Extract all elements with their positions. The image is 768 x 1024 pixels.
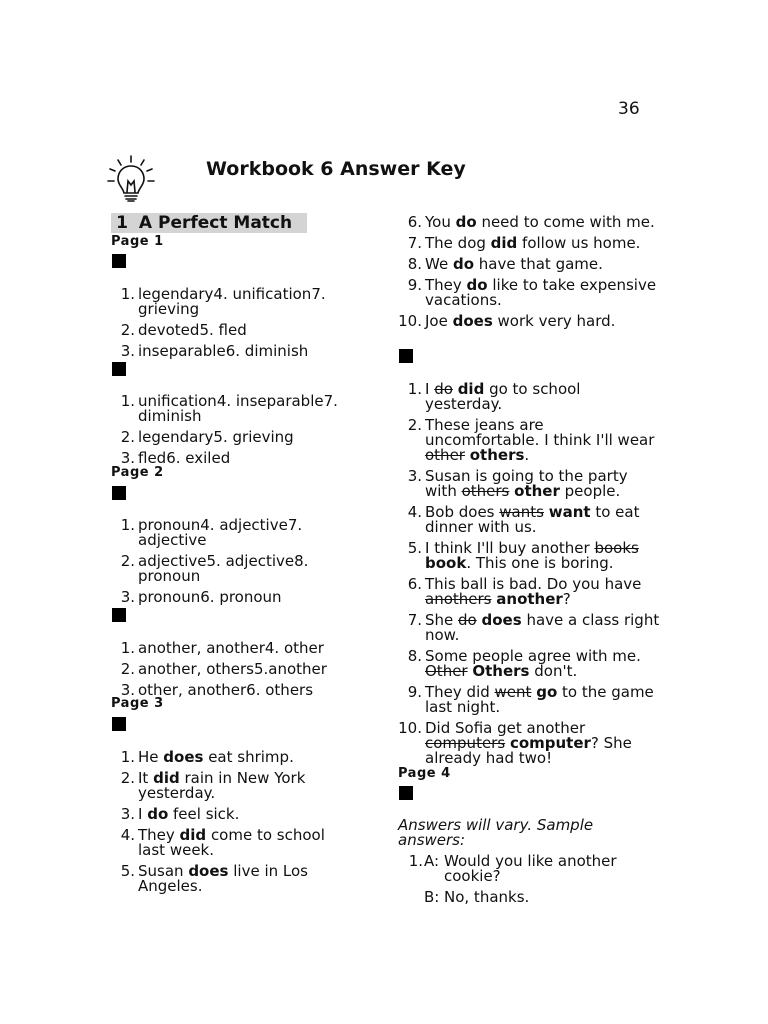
answer-item bbox=[398, 505, 660, 535]
answer-word: want bbox=[548, 503, 591, 521]
answer-list bbox=[398, 215, 660, 335]
item-number: 2. bbox=[120, 321, 135, 339]
answer-item bbox=[111, 451, 341, 466]
answer-item bbox=[398, 418, 660, 463]
answer-word: do bbox=[452, 255, 474, 273]
answer-item bbox=[111, 430, 341, 445]
answer-item bbox=[398, 278, 660, 308]
answer-word: computer bbox=[509, 734, 591, 752]
answer-item bbox=[111, 807, 341, 822]
answer-item bbox=[111, 590, 341, 605]
answer-item bbox=[398, 721, 660, 766]
speaker-label: A: bbox=[424, 852, 440, 870]
item-number: 2. bbox=[120, 769, 135, 787]
answer-item bbox=[398, 685, 660, 715]
sentence-text: to eat dinner with us. bbox=[425, 503, 640, 536]
sentence-text: They bbox=[138, 826, 180, 844]
dialog-line-a bbox=[398, 854, 660, 884]
answer-word: 4. unification bbox=[213, 285, 312, 303]
answer-word: another, others bbox=[138, 660, 254, 678]
answer-word: devoted bbox=[138, 321, 200, 339]
answer-word: inseparable bbox=[138, 342, 226, 360]
speaker-label: B: bbox=[424, 888, 440, 906]
answer-word: unification bbox=[138, 392, 217, 410]
sentence-text: I think I'll buy another bbox=[425, 539, 595, 557]
sentence-text: ? She already had two! bbox=[425, 734, 632, 767]
struck-word: do bbox=[434, 380, 453, 398]
answer-word: does bbox=[481, 611, 522, 629]
answer-word: do bbox=[466, 276, 488, 294]
dialog-text: Would you like another cookie? bbox=[444, 852, 617, 885]
exercise-square-icon bbox=[112, 717, 126, 731]
sentence-text: She bbox=[425, 611, 459, 629]
answer-word: did bbox=[179, 826, 207, 844]
sentence-text: He bbox=[138, 748, 164, 766]
exercise-square-icon bbox=[399, 786, 413, 800]
item-number: 1. bbox=[120, 392, 135, 410]
answer-word: 8. pronoun bbox=[138, 552, 309, 585]
answer-item bbox=[398, 314, 660, 329]
sentence-text: I bbox=[138, 805, 148, 823]
sentence-text: I bbox=[425, 380, 435, 398]
answer-word: does bbox=[452, 312, 493, 330]
answer-word: fled bbox=[138, 449, 167, 467]
sentence-text: feel sick. bbox=[168, 805, 240, 823]
answer-list bbox=[398, 382, 660, 772]
struck-word: anothers bbox=[425, 590, 492, 608]
item-number: 1. bbox=[120, 516, 135, 534]
sentence-text: Susan is going to the party with bbox=[425, 467, 628, 500]
answer-word: other, another bbox=[138, 681, 247, 699]
answer-word: do bbox=[455, 213, 477, 231]
answer-word: Others bbox=[472, 662, 530, 680]
sentence-text: have that game. bbox=[474, 255, 603, 273]
sentence-text: people. bbox=[559, 482, 621, 500]
dialog-answer bbox=[398, 854, 660, 911]
item-number: 8. bbox=[407, 255, 422, 273]
answer-item bbox=[111, 344, 341, 359]
struck-word: others bbox=[461, 482, 510, 500]
item-number: 10. bbox=[398, 312, 422, 330]
answer-item bbox=[111, 662, 341, 677]
page-label: Page 3 bbox=[111, 696, 164, 711]
answer-item bbox=[398, 469, 660, 499]
page-title: Workbook 6 Answer Key bbox=[206, 158, 466, 180]
answer-list bbox=[111, 287, 341, 365]
sentence-text: They bbox=[425, 276, 467, 294]
sentence-text: like to take expensive vacations. bbox=[425, 276, 657, 309]
sentence-text: These jeans are uncomfortable. I think I'll wear bbox=[425, 416, 655, 449]
answer-item bbox=[398, 649, 660, 679]
sentence-text: follow us home. bbox=[517, 234, 641, 252]
sample-answers-note: Answers will vary. Sample answers: bbox=[398, 816, 594, 849]
item-number: 2. bbox=[120, 428, 135, 446]
item-number: 5. bbox=[407, 539, 422, 557]
lightbulb-icon bbox=[106, 154, 156, 204]
answer-item bbox=[111, 323, 341, 338]
item-number: 3. bbox=[120, 342, 135, 360]
answer-word: 6. pronoun bbox=[200, 588, 282, 606]
exercise-square-icon bbox=[399, 349, 413, 363]
answer-word: does bbox=[188, 862, 229, 880]
answer-word: book bbox=[425, 554, 467, 572]
section-name: A Perfect Match bbox=[138, 213, 293, 233]
answer-word: 4. other bbox=[264, 639, 324, 657]
answer-list bbox=[111, 750, 341, 900]
struck-word: do bbox=[458, 611, 477, 629]
answer-word: 7. grieving bbox=[138, 285, 326, 318]
sentence-text: need to come with me. bbox=[476, 213, 655, 231]
page-label: Page 4 bbox=[398, 766, 451, 781]
answer-item bbox=[398, 382, 660, 412]
answer-list bbox=[111, 394, 341, 472]
sentence-text: eat shrimp. bbox=[203, 748, 294, 766]
sentence-text: We bbox=[425, 255, 453, 273]
answer-word: legendary bbox=[138, 285, 214, 303]
answer-item bbox=[111, 750, 341, 765]
answer-item bbox=[111, 394, 341, 424]
item-number: 3. bbox=[120, 681, 135, 699]
answer-word: another bbox=[496, 590, 563, 608]
item-number: 6. bbox=[407, 575, 422, 593]
sentence-text: This ball is bad. Do you have bbox=[425, 575, 642, 593]
item-number: 1. bbox=[408, 852, 423, 870]
item-number: 5. bbox=[120, 862, 135, 880]
page-label: Page 2 bbox=[111, 465, 164, 480]
item-number: 6. bbox=[407, 213, 422, 231]
answer-word: 5. adjective bbox=[206, 552, 295, 570]
sentence-text: come to school last week. bbox=[138, 826, 325, 859]
answer-word: 5.another bbox=[253, 660, 327, 678]
item-number: 7. bbox=[407, 611, 422, 629]
answer-word: 4. adjective bbox=[200, 516, 288, 534]
dialog-text: No, thanks. bbox=[444, 888, 530, 906]
sentence-text: live in Los Angeles. bbox=[138, 862, 308, 895]
sentence-text: The dog bbox=[425, 234, 491, 252]
item-number: 1. bbox=[120, 285, 135, 303]
dialog-line-b bbox=[398, 890, 660, 905]
answer-word: others bbox=[469, 446, 525, 464]
answer-item bbox=[398, 577, 660, 607]
answer-item bbox=[398, 541, 660, 571]
item-number: 7. bbox=[407, 234, 422, 252]
struck-word: Other bbox=[425, 662, 468, 680]
item-number: 3. bbox=[407, 467, 422, 485]
sentence-text: Joe bbox=[425, 312, 453, 330]
item-number: 3. bbox=[120, 805, 135, 823]
answer-item bbox=[111, 828, 341, 858]
answer-word: other bbox=[514, 482, 560, 500]
answer-item bbox=[398, 215, 660, 230]
exercise-square-icon bbox=[112, 254, 126, 268]
item-number: 2. bbox=[407, 416, 422, 434]
sentence-text: It bbox=[138, 769, 154, 787]
item-number: 1. bbox=[120, 639, 135, 657]
item-number: 2. bbox=[120, 552, 135, 570]
answer-item bbox=[111, 287, 341, 317]
answer-item bbox=[111, 554, 341, 584]
sentence-text: work very hard. bbox=[492, 312, 616, 330]
answer-word: does bbox=[163, 748, 204, 766]
answer-word: 6. others bbox=[246, 681, 314, 699]
section-header bbox=[111, 213, 307, 233]
answer-item bbox=[398, 236, 660, 251]
exercise-square-icon bbox=[112, 608, 126, 622]
item-number: 1. bbox=[120, 748, 135, 766]
sentence-text: Some people agree with me. bbox=[425, 647, 641, 665]
sentence-text: to the game last night. bbox=[425, 683, 654, 716]
section-number: 1 bbox=[116, 213, 128, 233]
answer-word: did bbox=[490, 234, 518, 252]
answer-word: 5. fled bbox=[199, 321, 247, 339]
item-number: 3. bbox=[120, 588, 135, 606]
sentence-text: go to school yesterday. bbox=[425, 380, 581, 413]
item-number: 9. bbox=[407, 276, 422, 294]
answer-item bbox=[111, 771, 341, 801]
answer-list bbox=[111, 641, 341, 704]
sentence-text: . bbox=[524, 446, 530, 464]
item-number: 1. bbox=[407, 380, 422, 398]
struck-word: wants bbox=[499, 503, 544, 521]
page-number: 36 bbox=[618, 99, 640, 119]
answer-word: pronoun bbox=[138, 588, 201, 606]
answer-word: legendary bbox=[138, 428, 214, 446]
answer-word: did bbox=[457, 380, 485, 398]
sentence-text: Susan bbox=[138, 862, 189, 880]
item-number: 3. bbox=[120, 449, 135, 467]
sentence-text: ? bbox=[562, 590, 571, 608]
answer-word: 4. inseparable bbox=[216, 392, 324, 410]
item-number: 4. bbox=[120, 826, 135, 844]
item-number: 4. bbox=[407, 503, 422, 521]
answer-word: 6. diminish bbox=[225, 342, 309, 360]
item-number: 8. bbox=[407, 647, 422, 665]
answer-item bbox=[398, 613, 660, 643]
answer-word: pronoun bbox=[138, 516, 201, 534]
struck-word: other bbox=[425, 446, 465, 464]
item-number: 10. bbox=[398, 719, 422, 737]
answer-word: another, another bbox=[138, 639, 265, 657]
answer-word: do bbox=[147, 805, 169, 823]
sentence-text: rain in New York yesterday. bbox=[138, 769, 306, 802]
answer-word: 7. diminish bbox=[138, 392, 338, 425]
answer-word: 5. grieving bbox=[213, 428, 294, 446]
answer-word: adjective bbox=[138, 552, 207, 570]
page-label: Page 1 bbox=[111, 234, 164, 249]
sentence-text: They did bbox=[425, 683, 495, 701]
struck-word: computers bbox=[425, 734, 506, 752]
sentence-text: have a class right now. bbox=[425, 611, 660, 644]
sentence-text: . This one is boring. bbox=[466, 554, 614, 572]
answer-word: go bbox=[536, 683, 558, 701]
answer-item bbox=[398, 257, 660, 272]
answer-word: did bbox=[153, 769, 180, 787]
item-number: 2. bbox=[120, 660, 135, 678]
item-number: 9. bbox=[407, 683, 422, 701]
sentence-text: Bob does bbox=[425, 503, 500, 521]
answer-item bbox=[111, 641, 341, 656]
answer-word: 7. adjective bbox=[138, 516, 303, 549]
struck-word: went bbox=[494, 683, 532, 701]
sentence-text: Did Sofia get another bbox=[425, 719, 586, 737]
sentence-text: don't. bbox=[529, 662, 578, 680]
answer-word: 6. exiled bbox=[166, 449, 231, 467]
answer-list bbox=[111, 518, 341, 611]
answer-item bbox=[111, 518, 341, 548]
exercise-square-icon bbox=[112, 362, 126, 376]
answer-item bbox=[111, 864, 341, 894]
sentence-text: You bbox=[425, 213, 456, 231]
exercise-square-icon bbox=[112, 486, 126, 500]
struck-word: books bbox=[594, 539, 639, 557]
